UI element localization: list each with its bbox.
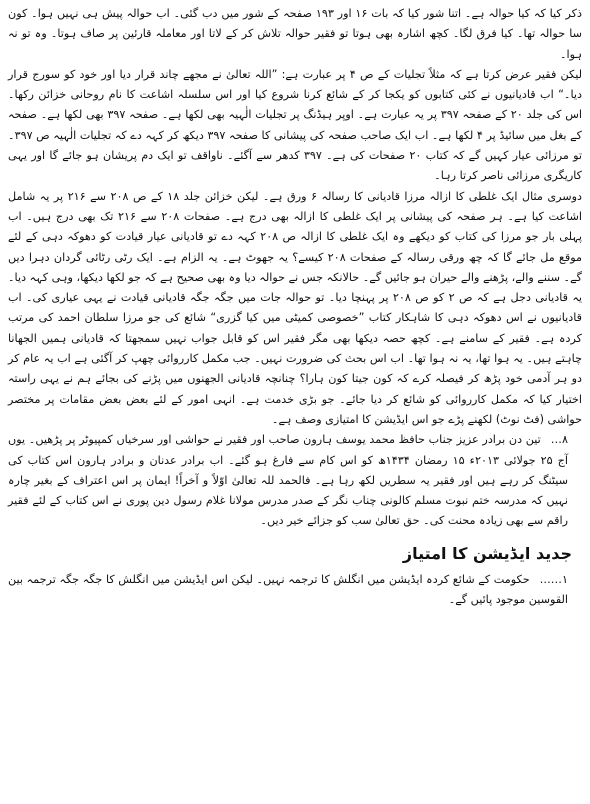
list-item-text: حکومت کے شائع کردہ ایڈیشن میں انگلش کا ترجمہ نہیں۔ لیکن اس ایڈیشن میں انگلش کا جگہ جگہ ترجمہ بین القوسین موجود پائیں گے۔ — [8, 572, 568, 607]
list-number: ۸… — [550, 433, 568, 447]
list-item-1 — [8, 570, 582, 611]
list-item-8 — [8, 430, 582, 531]
paragraph-reference-note: ذکر کیا کہ کیا حوالہ ہے۔ اتنا شور کیا کہ بات ۱۶ اور ۱۹۳ صفحہ کے شور میں دب گئی۔ اب حوالہ پیش ہی نہیں ہوا۔ کون سا حوالہ تھا۔ کیا فرق لگا۔ کچھ اشارہ بھی ہوتا تو فقیر حوالہ تلاش کر کے لاتا اور معاملہ قارئین پر صاف ہوتا۔ وہ تو نہ ہوا۔ — [8, 7, 582, 61]
list-item-text: تین دن برادر عزیز جناب حافظ محمد یوسف ہارون صاحب اور فقیر نے حواشی اور سرخیاں کمپیوٹر پر پڑھیں۔ یوں آج ۲۵ جولائی ۲۰۱۳ء ۱۵ رمضان ۱۴۳۴ھ کو اس کام سے فارغ ہو گئے۔ اب برادر عدنان و برادر ہارون اس کتاب کی سیٹنگ کر رہے ہیں اور فقیر یہ سطریں لکھ رہا ہے۔ فالحمد للہ تعالیٰ اوّلاً و آخراً! ایمان پر اس اعتراف کے بغیر چارہ نہیں کہ مدرسہ ختم نبوت مسلم کالونی چناب نگر کے صدر مدرس مولانا غلام رسول دین پوری نے اس کتاب کے لئے فقیر راقم سے بھی زیادہ محنت کی۔ حق تعالیٰ سب کو جزائے خیر دیں۔ — [8, 433, 568, 528]
document-page — [8, 4, 582, 794]
section-heading: جدید ایڈیشن کا امتیاز — [402, 543, 572, 563]
paragraph-tajalliyat-example: لیکن فقیر عرض کرتا ہے کہ مثلاً تجلیات کے ص ۴ پر عبارت ہے: ”اللہ تعالیٰ نے مجھے چاند قرار دیا اور خود کو سورج قرار دیا۔“ اب قادیانیوں نے کئی کتابوں کو یکجا کر کے شائع کرنا شروع کیا اور اس سلسلہ اشاعت کا نام روحانی خزائن رکھا۔ اس کی جلد ۲۰ کے صفحہ ۳۹۷ پر یہ عبارت ہے۔ اوپر ہیڈنگ پر تجلیات الٰہیہ بھی لکھا ہے۔ صفحہ ۳۹۷ بھی لکھا ہے۔ صفحہ کے بغل میں سائیڈ پر ۴ لکھا ہے۔ اب ایک صاحب صفحہ کی پیشانی کا صفحہ ۳۹۷ دیکھ کر کہہ دے کہ تجلیات الٰہیہ ص ۳۹۷۔ تو مرزائی عیار کہیں گے کہ کتاب ۲۰ صفحات کی ہے۔ ۳۹۷ کدھر سے آگئے۔ ناواقف تو ایک دم پریشان ہو جائے گا اور یہی کاریگری مرزائی ناصر کرتا رہا۔ — [8, 67, 583, 183]
paragraph-second-example: دوسری مثال ایک غلطی کا ازالہ مرزا قادیانی کا رسالہ ۶ ورق ہے۔ لیکن خزائن جلد ۱۸ کے ص ۲۰۸ سے ۲۱۶ پر یہ شامل اشاعت کیا ہے۔ ہر صفحہ کی پیشانی پر ایک غلطی کا ازالہ بھی درج ہے۔ صفحات ۲۰۸ سے ۲۱۶ تک بھی درج ہیں۔ اب پہلی بار جو مرزا کی کتاب کو دیکھے وہ ایک غلطی کا ازالہ ص ۲۰۸ کہہ دے تو قادیانی عیار قیادت کو دھوکہ دہی کے لئے موقع مل جائے گا کہ چھ ورقی رسالہ کے صفحات ۲۰۸ کیسے؟ یہ جھوٹ ہے۔ یہ الزام ہے۔ ایک رٹی رٹائی گردان دہرا دیں گے۔ سننے والے، پڑھنے والے حیران ہو جائیں گے۔ حالانکہ جس نے حوالہ دیا وہ بھی صحیح ہے کہ جو لکھا دیکھا، وہی کہہ دیا۔ یہ قادیانی دجل ہے کہ ص ۲ کو ص ۲۰۸ پر پہنچا دیا۔ تو حوالہ جات میں جگہ جگہ قادیانی قیادت نے یہی عیاری کی۔ اب قادیانیوں نے اس دھوکہ دہی کا شاہکار کتاب ”خصوصی کمیٹی میں کیا گزری“ شائع کی جو مرزا سلطان احمد کی مرتب کردہ ہے۔ فقیر کے سامنے ہے۔ کچھ حصہ دیکھا بھی مگر فقیر اس کو قابل جواب نہیں سمجھتا کہ قادیانی ہمیں الجھانا چاہتے ہیں۔ یہ ہوا تھا، یہ نہ ہوا تھا۔ اب اس بحث کی ضرورت نہیں۔ جب مکمل کارروائی چھپ کر آگئی ہے اب یہ عام کر دو ہر آدمی خود پڑھ کر فیصلہ کرے کہ کون جیتا کون ہارا؟ چنانچہ قادیانی الجھنوں میں پڑنے کی بجائے ہم نے یہی راستہ اختیار کیا کہ مکمل کارروائی کو شائع کر دیا جائے۔ جو بڑی خدمت ہے۔ انہی امور کے لئے بعض بعض مقامات پر مختصر حواشی (فٹ نوٹ) لکھنے پڑے جو اس ایڈیشن کا امتیازی وصف ہے۔ — [8, 189, 583, 426]
list-number: ۱…… — [539, 572, 568, 586]
